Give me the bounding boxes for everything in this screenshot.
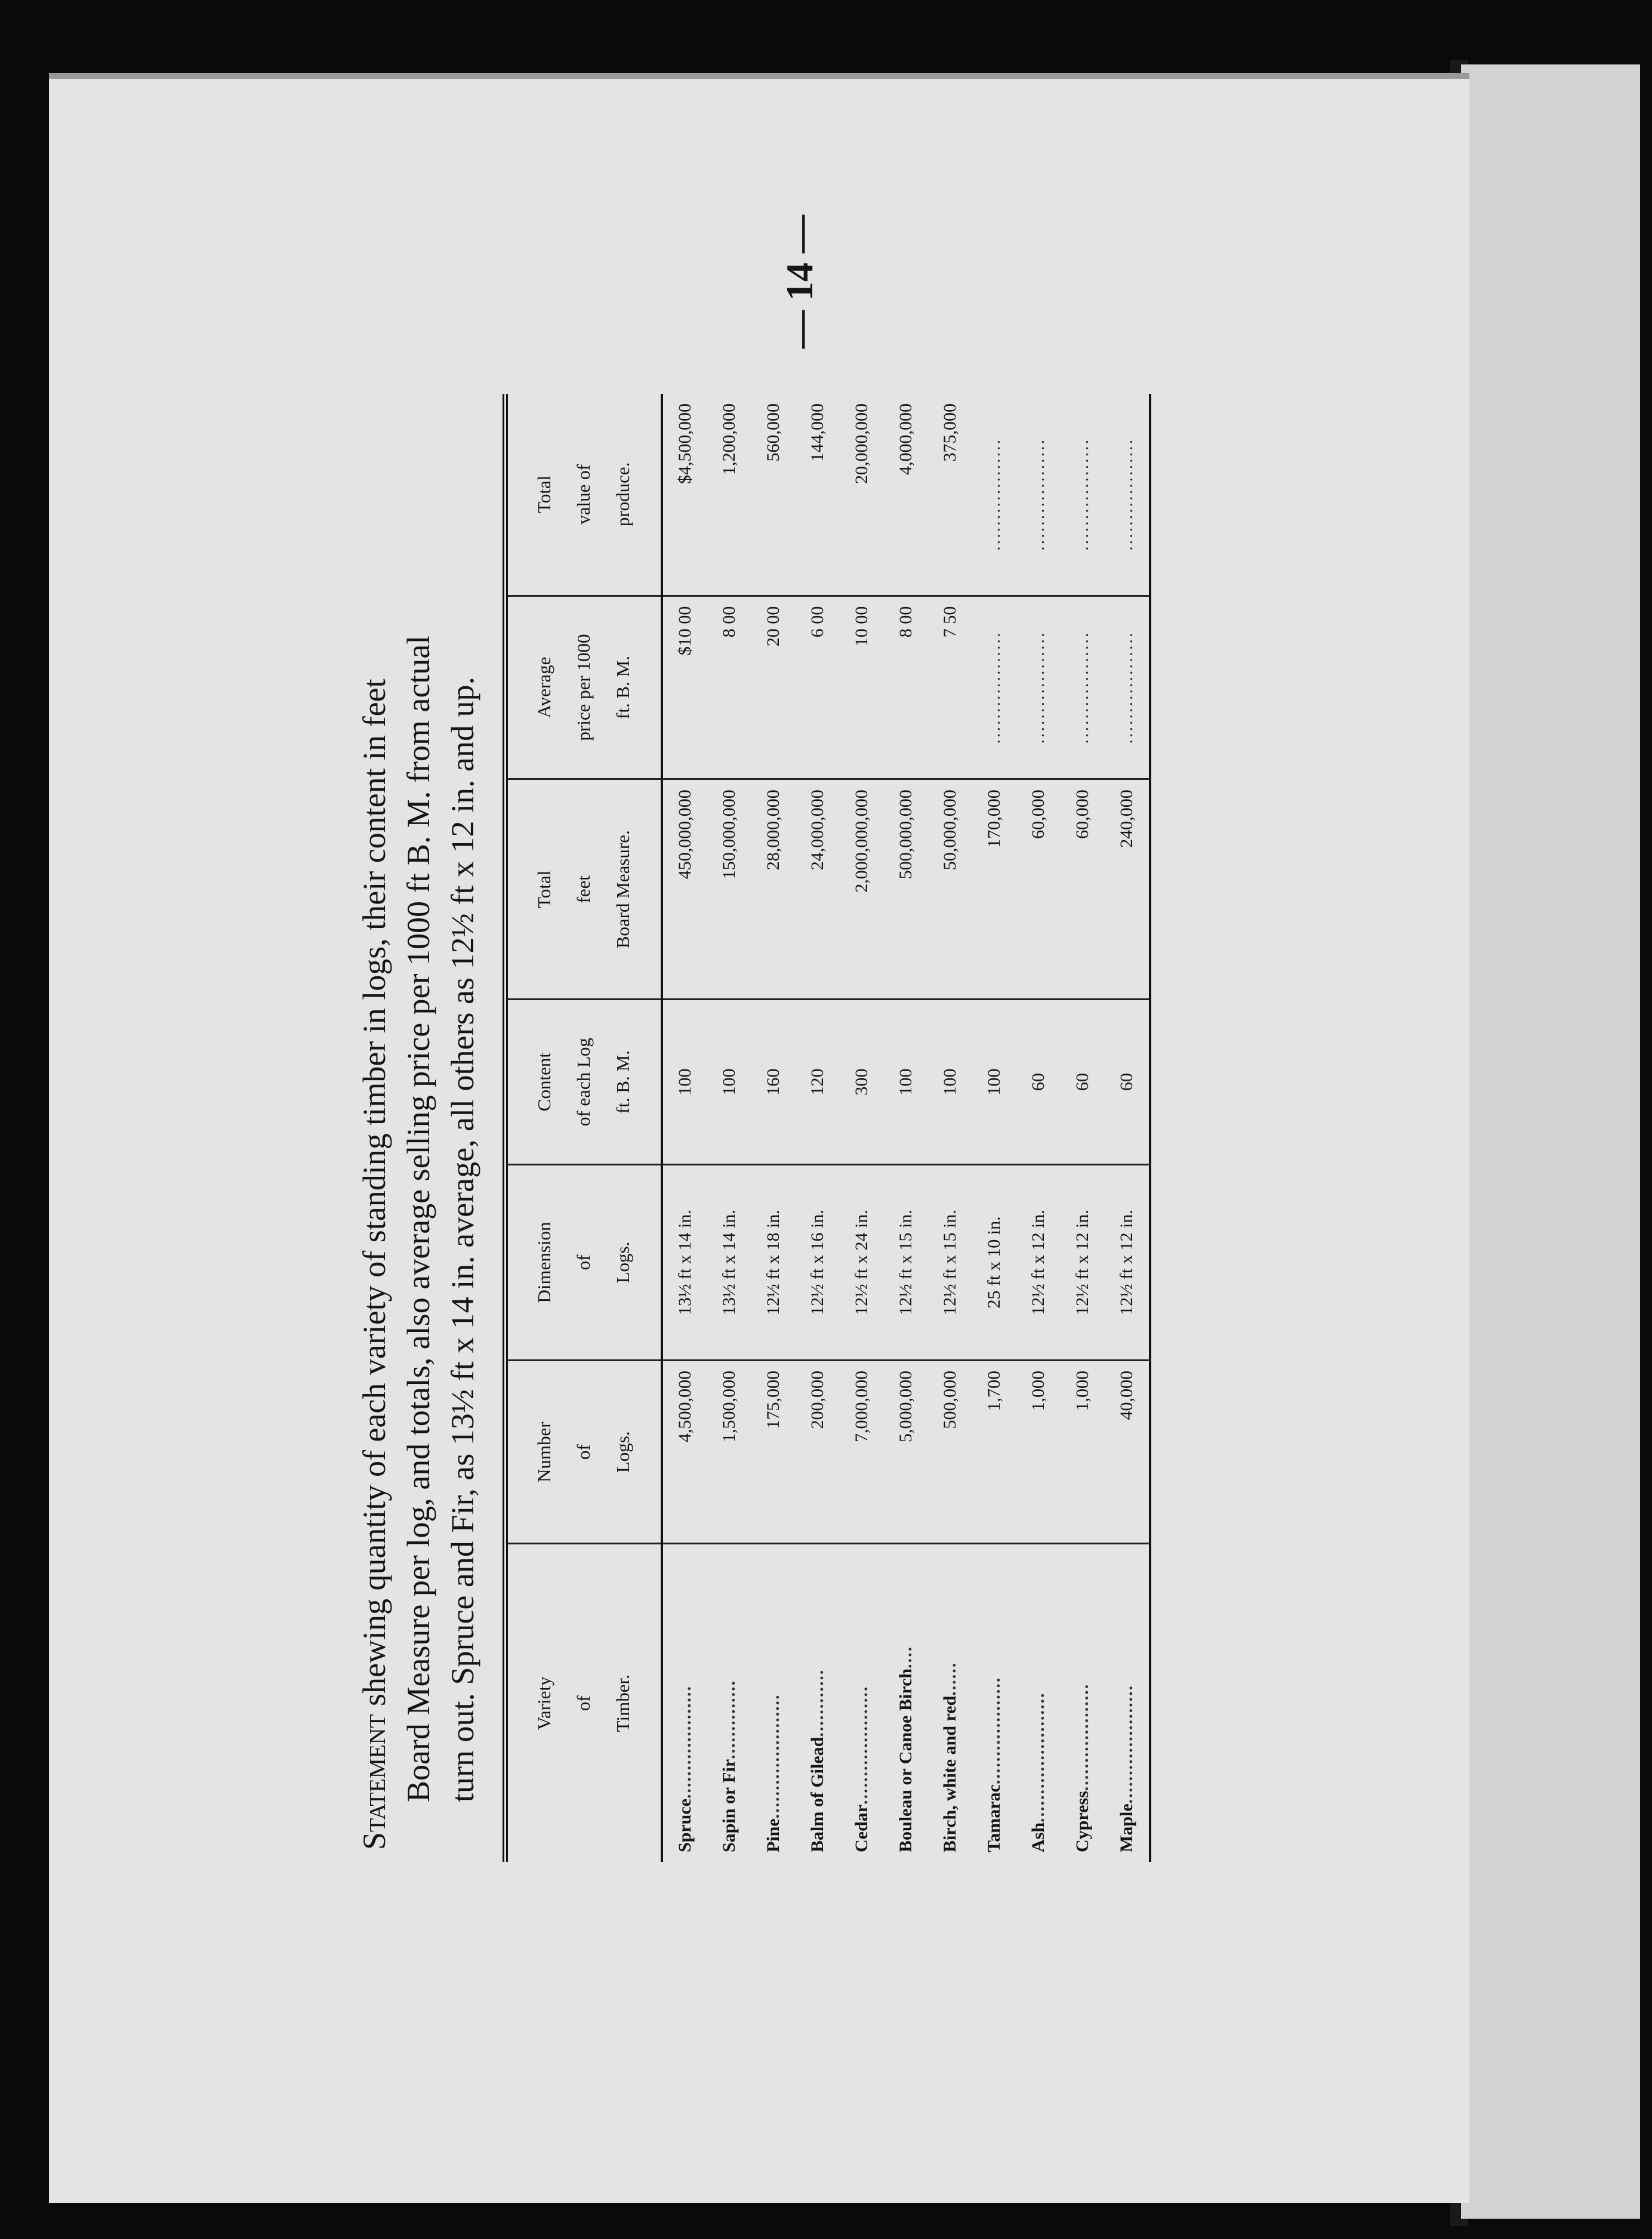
cell-total-feet: 150,000,000	[707, 779, 751, 1000]
table-row	[1016, 394, 1061, 1862]
cell-value: 4,000,000	[884, 394, 928, 596]
cell-logs: 1,700	[972, 1361, 1016, 1544]
cell-variety	[1016, 1544, 1061, 1862]
cell-total-feet: 24,000,000	[796, 779, 840, 1000]
timber-table	[503, 394, 1151, 1862]
cell-total-feet: 240,000	[1105, 779, 1150, 1000]
dot-leader: ......................	[763, 1694, 783, 1819]
cell-value: $4,500,000	[662, 394, 707, 596]
header-logs-line: Number	[534, 1421, 554, 1483]
blank-dotted-cell: ..................	[972, 596, 1016, 779]
caption-line-2: Board Measure per log, and totals, also average selling price per 1000 ft B. M. from actual	[400, 635, 436, 1802]
variety-name: Cedar	[852, 1805, 871, 1852]
timber-table-wrapper	[503, 394, 1151, 1862]
header-dimension-line: Logs.	[612, 1241, 633, 1284]
cell-logs: 5,000,000	[884, 1361, 928, 1544]
cell-variety	[1061, 1544, 1105, 1862]
dot-leader: ...................	[1072, 1683, 1092, 1791]
dot-leader: ............	[807, 1669, 827, 1737]
cell-content: 100	[662, 1000, 707, 1165]
variety-name: Tamarac	[984, 1784, 1004, 1852]
blank-dotted-cell: ..................	[1061, 394, 1105, 596]
cell-price: 20 00	[751, 596, 796, 779]
cell-logs: 1,000	[1061, 1361, 1105, 1544]
variety-name: Spruce	[675, 1799, 695, 1852]
header-total-feet-line: Total	[534, 870, 554, 908]
variety-name: Balm of Gilead	[807, 1737, 827, 1852]
cell-price: 8 00	[707, 596, 751, 779]
cell-dimension: 12½ ft x 12 in.	[1061, 1165, 1105, 1361]
cell-dimension: 12½ ft x 15 in.	[928, 1165, 972, 1361]
header-row	[506, 394, 662, 1862]
header-dimension	[506, 1165, 662, 1361]
header-value-line: produce.	[612, 462, 633, 527]
cell-total-feet: 60,000	[1016, 779, 1061, 1000]
cell-logs: 1,000	[1016, 1361, 1061, 1544]
statement-caption	[352, 346, 485, 1862]
table-header	[506, 394, 662, 1862]
cell-total-feet: 170,000	[972, 779, 1016, 1000]
variety-name: Bouleau or Canoe Birch	[896, 1668, 916, 1852]
dot-leader: .......................	[1028, 1692, 1048, 1822]
cell-variety	[928, 1544, 972, 1862]
cell-price: 10 00	[840, 596, 884, 779]
cell-logs: 1,500,000	[707, 1361, 751, 1544]
header-value-line: Total	[534, 475, 554, 514]
variety-name: Ash	[1028, 1822, 1048, 1852]
cell-content: 120	[796, 1000, 840, 1165]
cell-price: 8 00	[884, 596, 928, 779]
dot-leader: ......	[940, 1661, 960, 1696]
header-variety-line: of	[573, 1695, 594, 1711]
cell-variety	[1105, 1544, 1150, 1862]
caption-line-1	[352, 358, 396, 1850]
blank-dotted-cell: ..................	[1105, 394, 1150, 596]
cell-variety	[707, 1544, 751, 1862]
cell-total-feet: 500,000,000	[884, 779, 928, 1000]
cell-content: 100	[972, 1000, 1016, 1165]
blank-dotted-cell: ..................	[1016, 596, 1061, 779]
header-total-feet	[506, 779, 662, 1000]
table-row	[662, 394, 707, 1862]
facing-page-edge	[1461, 64, 1640, 2219]
cell-value: 560,000	[751, 394, 796, 596]
cell-variety	[884, 1544, 928, 1862]
blank-dotted-cell: ..................	[1016, 394, 1061, 596]
blank-dotted-cell: ..................	[1061, 596, 1105, 779]
cell-total-feet: 60,000	[1061, 779, 1105, 1000]
header-logs	[506, 1361, 662, 1544]
header-variety	[506, 1544, 662, 1862]
cell-price: 6 00	[796, 596, 840, 779]
header-content-line: Content	[534, 1053, 554, 1112]
table-row	[751, 394, 796, 1862]
cell-variety	[751, 1544, 796, 1862]
header-content-line: of each Log	[573, 1038, 594, 1127]
caption-line-3: turn out. Spruce and Fir, as 13½ ft x 14 in. average, all others as 12½ ft x 12 in. and up.	[445, 677, 480, 1802]
cell-logs: 200,000	[796, 1361, 840, 1544]
cell-total-feet: 28,000,000	[751, 779, 796, 1000]
table-row	[1061, 394, 1105, 1862]
cell-value: 1,200,000	[707, 394, 751, 596]
cell-variety	[972, 1544, 1016, 1862]
cell-dimension: 12½ ft x 16 in.	[796, 1165, 840, 1361]
caption-line-1-text: shewing quantity of each variety of standing timber in logs, their content in feet	[356, 679, 392, 1714]
header-logs-line: Logs.	[612, 1431, 633, 1473]
cell-content: 300	[840, 1000, 884, 1165]
header-content-line: ft. B. M.	[612, 1050, 633, 1114]
dot-leader: ..............	[719, 1679, 739, 1759]
header-price-line: ft. B. M.	[612, 656, 633, 719]
table-body	[662, 394, 1150, 1862]
variety-name: Maple	[1117, 1803, 1136, 1852]
cell-logs: 40,000	[1105, 1361, 1150, 1544]
header-content	[506, 1000, 662, 1165]
dot-leader: .....................	[852, 1685, 871, 1805]
cell-dimension: 12½ ft x 18 in.	[751, 1165, 796, 1361]
header-logs-line: of	[573, 1444, 594, 1460]
cell-content: 60	[1061, 1000, 1105, 1165]
cell-logs: 500,000	[928, 1361, 972, 1544]
cell-content: 100	[884, 1000, 928, 1165]
header-total-feet-line: Board Measure.	[612, 830, 633, 949]
cell-logs: 7,000,000	[840, 1361, 884, 1544]
variety-name: Pine	[763, 1818, 783, 1852]
cell-content: 100	[928, 1000, 972, 1165]
cell-dimension: 25 ft x 10 in.	[972, 1165, 1016, 1361]
page-number-text: — 14 —	[778, 215, 821, 349]
cell-variety	[796, 1544, 840, 1862]
header-price-line: Average	[534, 656, 554, 718]
variety-name: Birch, white and red	[940, 1695, 960, 1852]
cell-content: 160	[751, 1000, 796, 1165]
blank-dotted-cell: ..................	[1105, 596, 1150, 779]
header-value	[506, 394, 662, 596]
variety-name: Sapin or Fir	[719, 1759, 739, 1852]
cell-logs: 4,500,000	[662, 1361, 707, 1544]
header-price	[506, 596, 662, 779]
blank-dotted-cell: ..................	[972, 394, 1016, 596]
dot-leader: .....................	[1117, 1684, 1136, 1804]
cell-content: 100	[707, 1000, 751, 1165]
header-dimension-line: of	[573, 1254, 594, 1270]
table-row	[884, 394, 928, 1862]
header-price-line: price per 1000	[573, 634, 594, 741]
cell-price: 7 50	[928, 596, 972, 779]
header-variety-line: Timber.	[612, 1674, 633, 1732]
cell-dimension: 12½ ft x 15 in.	[884, 1165, 928, 1361]
cell-dimension: 12½ ft x 24 in.	[840, 1165, 884, 1361]
cell-variety	[662, 1544, 707, 1862]
caption-lead: Statement	[356, 1714, 392, 1850]
cell-dimension: 13½ ft x 14 in.	[707, 1165, 751, 1361]
table-row	[1105, 394, 1150, 1862]
dot-leader: ...................	[984, 1676, 1004, 1785]
cell-price: $10 00	[662, 596, 707, 779]
table-row	[840, 394, 884, 1862]
header-dimension-line: Dimension	[534, 1222, 554, 1303]
variety-name: Cypress	[1072, 1791, 1092, 1852]
header-variety-line: Variety	[534, 1676, 554, 1731]
cell-logs: 175,000	[751, 1361, 796, 1544]
cell-total-feet: 50,000,000	[928, 779, 972, 1000]
cell-total-feet: 450,000,000	[662, 779, 707, 1000]
table-row	[796, 394, 840, 1862]
dot-leader: ....................	[675, 1685, 695, 1799]
cell-content: 60	[1105, 1000, 1150, 1165]
cell-variety	[840, 1544, 884, 1862]
cell-dimension: 12½ ft x 12 in.	[1105, 1165, 1150, 1361]
cell-value: 144,000	[796, 394, 840, 596]
cell-dimension: 13½ ft x 14 in.	[662, 1165, 707, 1361]
cell-value: 20,000,000	[840, 394, 884, 596]
table-row	[707, 394, 751, 1862]
table-row	[972, 394, 1016, 1862]
cell-content: 60	[1016, 1000, 1061, 1165]
dot-leader: ....	[896, 1645, 916, 1669]
header-total-feet-line: feet	[573, 875, 594, 903]
cell-value: 375,000	[928, 394, 972, 596]
cell-total-feet: 2,000,000,000	[840, 779, 884, 1000]
header-value-line: value of	[573, 464, 594, 525]
table-row	[928, 394, 972, 1862]
rotated-statement	[352, 346, 1283, 1862]
cell-dimension: 12½ ft x 12 in.	[1016, 1165, 1061, 1361]
